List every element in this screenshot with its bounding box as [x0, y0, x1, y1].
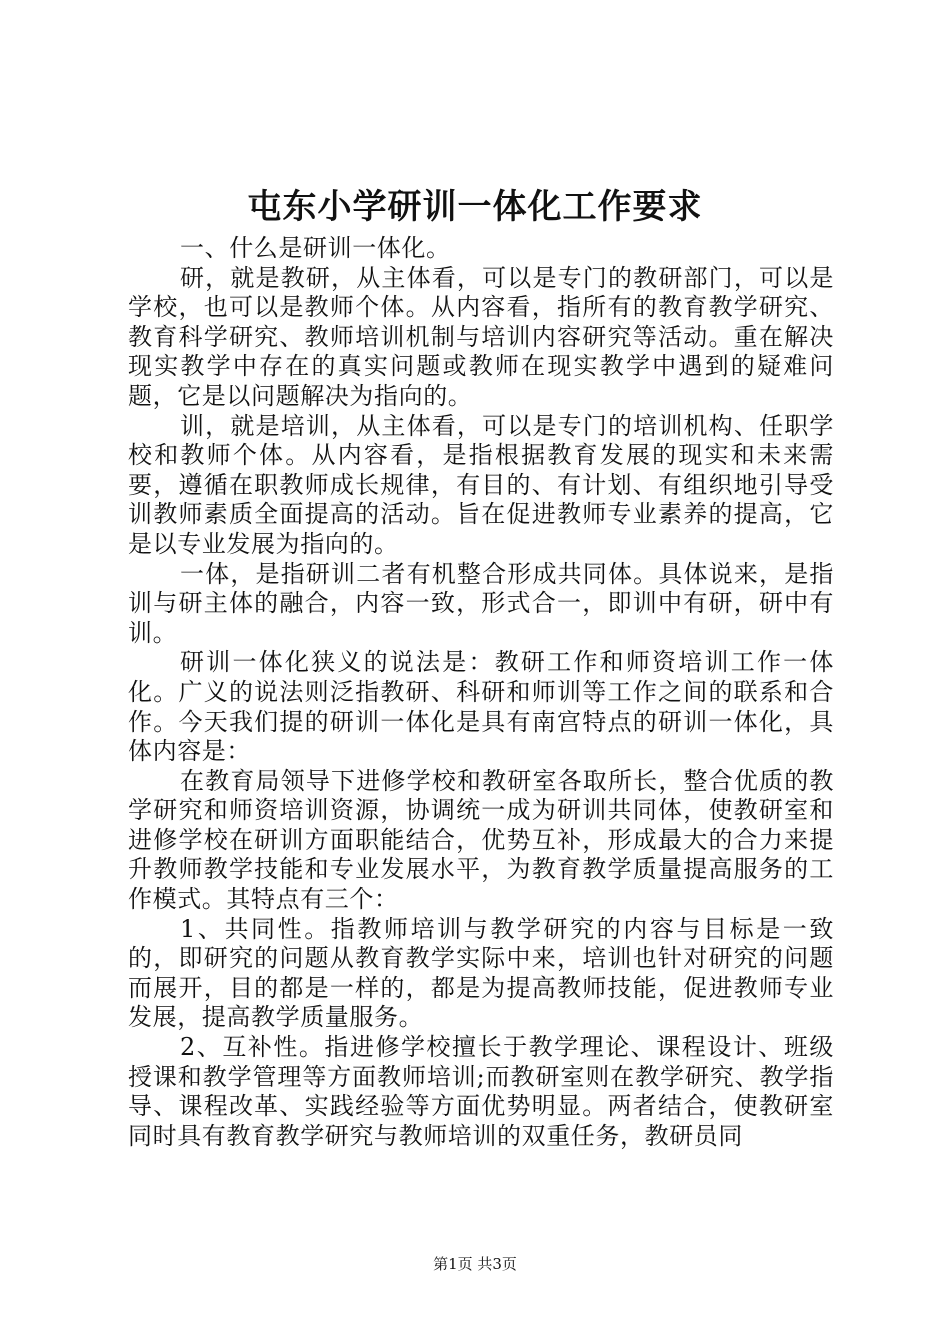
document-body	[128, 234, 834, 1151]
paragraph-definition: 研训一体化狭义的说法是：教研工作和师资培训工作一体化。广义的说法则泛指教研、科研和师训等工作之间的联系和合作。今天我们提的研训一体化是具有南宫特点的研训一体化，具体内容是：	[128, 648, 834, 766]
section-heading: 一、什么是研训一体化。	[180, 234, 451, 262]
page-number-footer: 第1页 共3页	[433, 1255, 517, 1273]
paragraph-feature-commonality: 1、共同性。指教师培训与教学研究的内容与目标是一致的，即研究的问题从教育教学实际中来，培训也针对研究的问题而展开，目的都是一样的，都是为提高教师技能，促进教师专业发展，提高教学质量服务。	[128, 914, 834, 1032]
document-title: 屯东小学研训一体化工作要求	[247, 187, 703, 227]
paragraph-training: 训，就是培训，从主体看，可以是专门的培训机构、任职学校和教师个体。从内容看，是指根据教育发展的现实和未来需要，遵循在职教师成长规律，有目的、有计划、有组织地引导受训教师素质全面提高的活动。旨在促进教师专业素养的提高，它是以专业发展为指向的。	[128, 411, 834, 558]
paragraph-research: 研，就是教研，从主体看，可以是专门的教研部门，可以是学校，也可以是教师个体。从内容看，指所有的教育教学研究、教育科学研究、教师培训机制与培训内容研究等活动。重在解决现实教学中存在的真实问题或教师在现实教学中遇到的疑难问题，它是以问题解决为指向的。	[128, 263, 834, 410]
paragraph-integration: 一体，是指研训二者有机整合形成共同体。具体说来，是指训与研主体的融合，内容一致，形式合一，即训中有研，研中有训。	[128, 559, 834, 647]
paragraph-feature-complementarity: 2、互补性。指进修学校擅长于教学理论、课程设计、班级授课和教学管理等方面教师培训;而教研室则在教学研究、教学指导、课程改革、实践经验等方面优势明显。两者结合，使教研室同时具有教育教学研究与教师培训的双重任务，教研员同	[128, 1033, 834, 1150]
paragraph-working-mode: 在教育局领导下进修学校和教研室各取所长，整合优质的教学研究和师资培训资源，协调统一成为研训共同体，使教研室和进修学校在研训方面职能结合，优势互补，形成最大的合力来提升教师教学技能和专业发展水平，为教育教学质量提高服务的工作模式。其特点有三个：	[128, 766, 834, 914]
